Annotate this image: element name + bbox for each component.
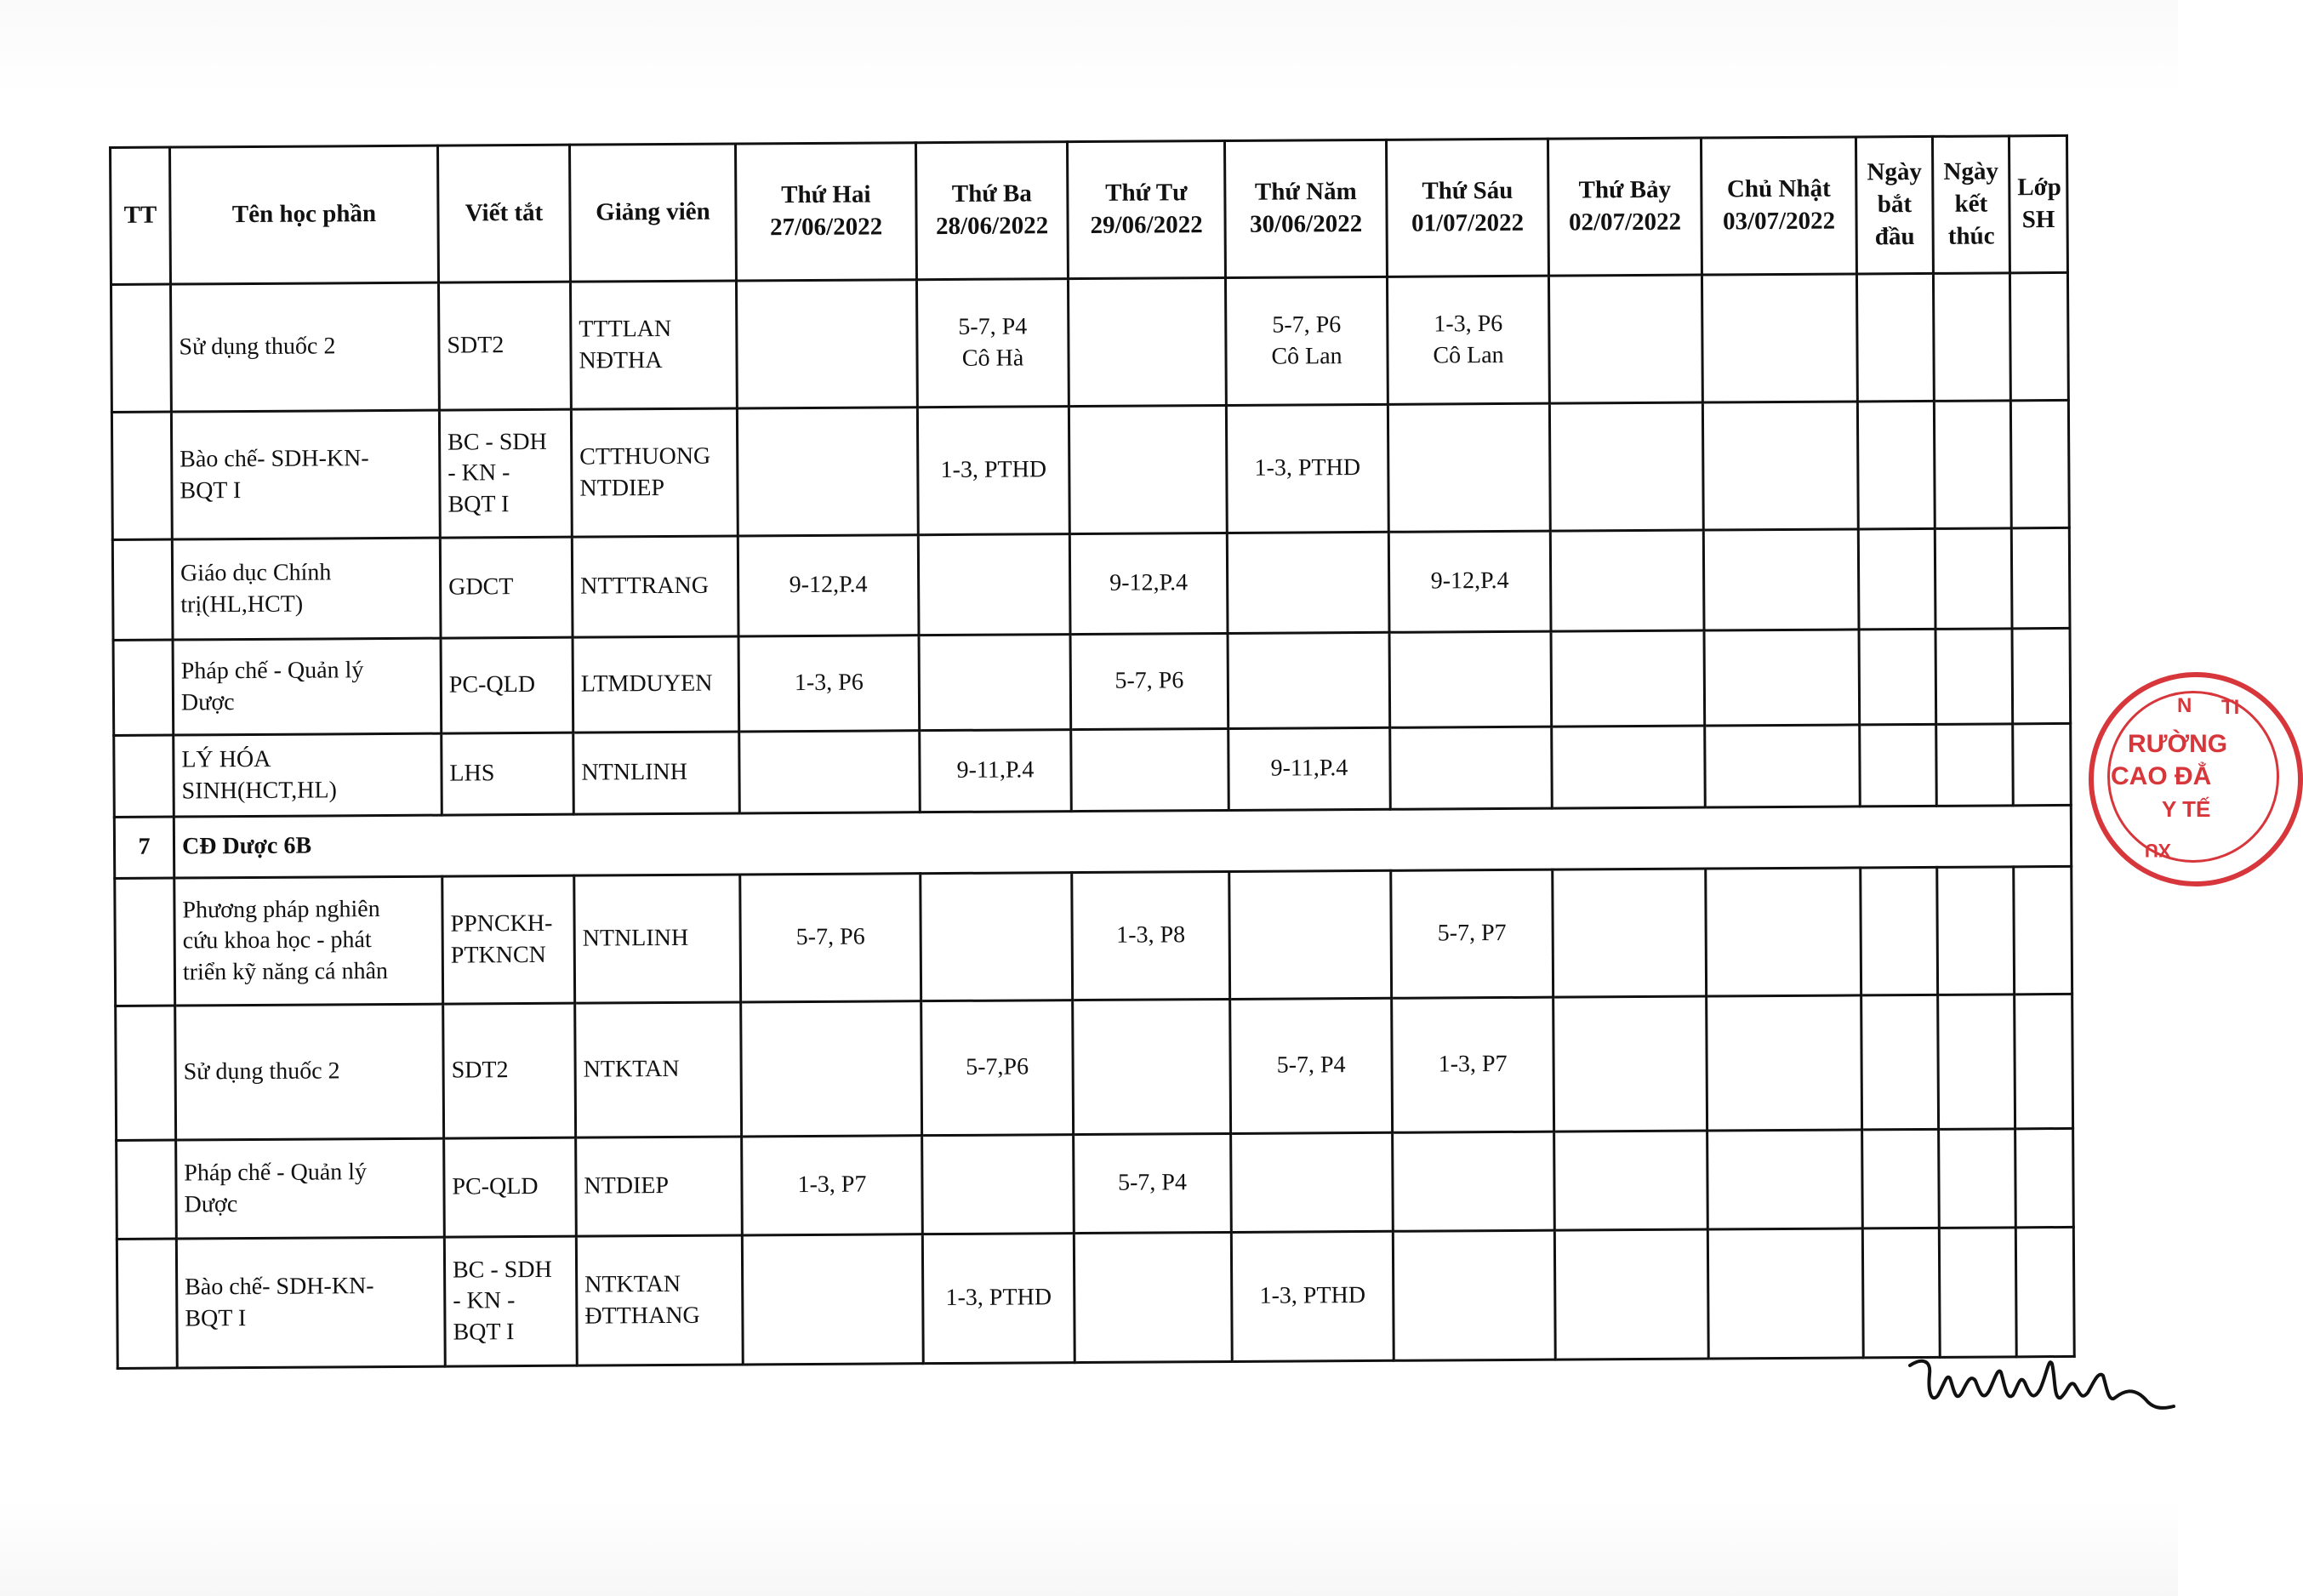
subject-cell: Phương pháp nghiên cứu khoa học - phát triển kỹ năng cá nhân bbox=[174, 876, 443, 1006]
empty-cell-class bbox=[2009, 272, 2068, 400]
abbr-cell: SDT2 bbox=[438, 282, 571, 410]
empty-cell-sat bbox=[1554, 1229, 1708, 1359]
table-row bbox=[113, 628, 2071, 735]
schedule-cell-thu bbox=[1228, 632, 1390, 728]
schedule-cell-fri: 1-3, P6 Cô Lan bbox=[1387, 276, 1549, 404]
empty-cell-sat bbox=[1548, 275, 1702, 403]
schedule-cell-mon bbox=[737, 408, 918, 536]
schedule-cell-wed: 1-3, P8 bbox=[1072, 871, 1230, 1000]
schedule-cell-mon bbox=[736, 280, 917, 408]
abbr-cell: PC-QLD bbox=[444, 1137, 577, 1237]
empty-cell-sun bbox=[1702, 402, 1858, 530]
empty-cell-class bbox=[2011, 527, 2070, 628]
empty-cell-sun bbox=[1703, 529, 1859, 630]
empty-cell-end bbox=[1936, 724, 2014, 807]
schedule-cell-tue: 9-11,P.4 bbox=[920, 730, 1072, 812]
abbr-cell: SDT2 bbox=[443, 1003, 576, 1138]
empty-cell-start bbox=[1862, 1129, 1940, 1228]
group-tt: 7 bbox=[114, 817, 174, 878]
lecturer-cell: NTNLINH bbox=[573, 732, 740, 814]
lecturer-cell: CTTHUONG NTDIEP bbox=[571, 408, 738, 537]
schedule-cell-thu: 9-11,P.4 bbox=[1228, 727, 1391, 810]
empty-cell-class bbox=[2015, 1227, 2074, 1356]
header-monday: Thứ Hai 27/06/2022 bbox=[735, 143, 916, 281]
table-row bbox=[114, 723, 2072, 817]
empty-cell-end bbox=[1939, 1129, 2016, 1228]
header-end-date: Ngày kết thúc bbox=[1932, 136, 2009, 274]
empty-cell-sun bbox=[1707, 995, 1862, 1131]
empty-cell-start bbox=[1858, 528, 1935, 630]
handwritten-signature bbox=[1906, 1348, 2178, 1442]
empty-cell-class bbox=[2010, 400, 2069, 527]
schedule-cell-mon: 9-12,P.4 bbox=[738, 535, 919, 636]
row-tt bbox=[112, 539, 173, 640]
schedule-cell-mon: 1-3, P7 bbox=[742, 1136, 923, 1235]
subject-cell: Sử dụng thuốc 2 bbox=[175, 1004, 444, 1140]
empty-cell-sun bbox=[1707, 1228, 1863, 1359]
empty-cell-class bbox=[2014, 866, 2072, 994]
header-subject: Tên học phần bbox=[170, 145, 439, 284]
empty-cell-sat bbox=[1553, 996, 1707, 1131]
abbr-cell: PC-QLD bbox=[441, 637, 573, 733]
header-row bbox=[111, 135, 2068, 284]
abbr-cell: GDCT bbox=[440, 537, 573, 638]
schedule-cell-mon: 1-3, P6 bbox=[738, 636, 920, 732]
empty-cell-sun bbox=[1702, 274, 1857, 402]
schedule-cell-mon bbox=[739, 731, 921, 813]
schedule-cell-thu bbox=[1231, 1132, 1394, 1232]
subject-cell: Pháp chế - Quản lý Dược bbox=[176, 1138, 445, 1239]
header-lecturer: Giảng viên bbox=[569, 144, 736, 282]
empty-cell-sat bbox=[1552, 726, 1706, 808]
empty-cell-sat bbox=[1554, 1131, 1708, 1230]
lecturer-cell: LTMDUYEN bbox=[573, 636, 739, 732]
header-start-date: Ngày bắt đầu bbox=[1856, 136, 1933, 274]
schedule-cell-mon bbox=[741, 1001, 922, 1137]
row-tt bbox=[113, 640, 174, 735]
lecturer-cell: NTKTAN bbox=[575, 1002, 742, 1137]
schedule-cell-fri bbox=[1389, 631, 1552, 727]
table-row bbox=[112, 527, 2070, 640]
empty-cell-sat bbox=[1549, 402, 1703, 531]
empty-cell-sun bbox=[1707, 1130, 1863, 1229]
abbr-cell: LHS bbox=[442, 732, 574, 815]
empty-cell-sat bbox=[1553, 869, 1707, 997]
header-wednesday: Thứ Tư 29/06/2022 bbox=[1067, 140, 1225, 278]
schedule-cell-fri bbox=[1388, 403, 1550, 532]
schedule-cell-tue: 1-3, PTHD bbox=[917, 407, 1069, 535]
schedule-cell-tue: 1-3, PTHD bbox=[922, 1234, 1075, 1364]
empty-cell-end bbox=[1933, 273, 2010, 402]
empty-cell-sun bbox=[1705, 725, 1861, 807]
empty-cell-end bbox=[1934, 401, 2011, 529]
schedule-cell-fri bbox=[1390, 727, 1553, 809]
header-friday: Thứ Sáu 01/07/2022 bbox=[1386, 139, 1548, 276]
group-name: CĐ Dược 6B bbox=[174, 805, 2071, 878]
empty-cell-sat bbox=[1550, 530, 1704, 631]
schedule-cell-fri bbox=[1393, 1230, 1555, 1360]
empty-cell-start bbox=[1861, 867, 1938, 995]
schedule-cell-tue bbox=[919, 635, 1071, 731]
schedule-cell-tue bbox=[922, 1135, 1075, 1234]
schedule-cell-thu bbox=[1227, 532, 1389, 633]
abbr-cell: PPNCKH- PTKNCN bbox=[442, 875, 575, 1004]
schedule-cell-wed: 5-7, P6 bbox=[1070, 633, 1228, 729]
abbr-cell: BC - SDH - KN - BQT I bbox=[439, 409, 572, 538]
schedule-cell-tue: 5-7,P6 bbox=[921, 1000, 1074, 1136]
schedule-cell-fri: 9-12,P.4 bbox=[1388, 531, 1551, 632]
schedule-cell-wed: 5-7, P4 bbox=[1074, 1133, 1232, 1233]
empty-cell-start bbox=[1861, 995, 1939, 1130]
empty-cell-class bbox=[2015, 994, 2073, 1128]
header-sunday: Chủ Nhật 03/07/2022 bbox=[1701, 137, 1856, 275]
header-tt: TT bbox=[111, 147, 171, 284]
lecturer-cell: TTTLAN NĐTHA bbox=[570, 281, 737, 409]
header-thursday: Thứ Năm 30/06/2022 bbox=[1224, 140, 1387, 277]
empty-cell-end bbox=[1939, 1228, 2016, 1358]
schedule-cell-tue bbox=[918, 534, 1070, 636]
schedule-cell-fri: 5-7, P7 bbox=[1391, 869, 1553, 998]
empty-cell-class bbox=[2015, 1128, 2074, 1227]
empty-cell-start bbox=[1856, 273, 1934, 402]
empty-cell-class bbox=[2013, 723, 2072, 805]
header-saturday: Thứ Bảy 02/07/2022 bbox=[1548, 138, 1702, 276]
empty-cell-start bbox=[1862, 1228, 1940, 1358]
row-tt bbox=[114, 735, 174, 817]
subject-cell: Bào chế- SDH-KN- BQT I bbox=[171, 410, 440, 539]
row-tt bbox=[116, 1006, 176, 1140]
subject-cell: Bào chế- SDH-KN- BQT I bbox=[176, 1237, 445, 1368]
row-tt bbox=[111, 284, 171, 412]
empty-cell-start bbox=[1859, 629, 1936, 725]
row-tt bbox=[117, 1239, 177, 1368]
schedule-cell-wed bbox=[1073, 999, 1231, 1134]
schedule-cell-wed: 9-12,P.4 bbox=[1069, 533, 1228, 634]
schedule-cell-thu: 5-7, P4 bbox=[1230, 998, 1393, 1133]
lecturer-cell: NTDIEP bbox=[576, 1137, 743, 1236]
schedule-cell-thu bbox=[1229, 870, 1392, 999]
schedule-cell-wed bbox=[1071, 728, 1229, 811]
empty-cell-end bbox=[1935, 629, 2013, 725]
empty-cell-end bbox=[1938, 995, 2015, 1130]
empty-cell-end bbox=[1935, 528, 2012, 630]
empty-cell-class bbox=[2012, 628, 2071, 723]
schedule-cell-tue: 5-7, P4 Cô Hà bbox=[916, 279, 1069, 408]
lecturer-cell: NTKTAN ĐTTHANG bbox=[576, 1235, 743, 1365]
subject-cell: LÝ HÓA SINH(HCT,HL) bbox=[174, 733, 442, 817]
red-seal-stamp: N TI RƯỜNG CAO ĐẲ Y TẾ XU bbox=[2089, 672, 2303, 886]
schedule-cell-tue bbox=[921, 873, 1073, 1001]
schedule-cell-fri bbox=[1393, 1131, 1555, 1231]
empty-cell-end bbox=[1937, 867, 2015, 995]
subject-cell: Sử dụng thuốc 2 bbox=[170, 282, 439, 412]
empty-cell-sun bbox=[1706, 868, 1861, 996]
schedule-cell-mon: 5-7, P6 bbox=[740, 874, 921, 1002]
table-row bbox=[117, 1128, 2074, 1239]
schedule-cell-mon bbox=[742, 1234, 923, 1365]
header-class: Lớp SH bbox=[2009, 135, 2067, 272]
schedule-cell-wed bbox=[1068, 277, 1226, 406]
row-tt bbox=[111, 412, 172, 539]
abbr-cell: BC - SDH - KN - BQT I bbox=[444, 1236, 577, 1366]
empty-cell-sat bbox=[1551, 630, 1705, 727]
subject-cell: Pháp chế - Quản lý Dược bbox=[173, 638, 442, 735]
empty-cell-start bbox=[1860, 724, 1937, 807]
table-row bbox=[116, 994, 2073, 1140]
table-row bbox=[115, 866, 2072, 1006]
table-row bbox=[111, 272, 2068, 412]
schedule-table bbox=[109, 134, 2076, 1370]
header-tuesday: Thứ Ba 28/06/2022 bbox=[915, 142, 1068, 280]
schedule-cell-fri: 1-3, P7 bbox=[1392, 997, 1554, 1132]
subject-cell: Giáo dục Chính trị(HL,HCT) bbox=[172, 538, 441, 640]
schedule-cell-wed bbox=[1069, 405, 1227, 533]
schedule-cell-thu: 1-3, PTHD bbox=[1231, 1231, 1394, 1361]
row-tt bbox=[115, 878, 175, 1006]
empty-cell-sun bbox=[1704, 630, 1860, 726]
schedule-cell-thu: 5-7, P6 Cô Lan bbox=[1225, 276, 1388, 405]
header-abbr: Viết tắt bbox=[438, 145, 571, 282]
schedule-cell-wed bbox=[1074, 1232, 1232, 1362]
table-row bbox=[111, 400, 2069, 539]
table-row bbox=[117, 1227, 2074, 1368]
empty-cell-start bbox=[1857, 401, 1935, 529]
lecturer-cell: NTNLINH bbox=[574, 875, 741, 1003]
row-tt bbox=[117, 1140, 177, 1239]
lecturer-cell: NTTTRANG bbox=[572, 536, 738, 637]
schedule-cell-thu: 1-3, PTHD bbox=[1226, 404, 1388, 533]
